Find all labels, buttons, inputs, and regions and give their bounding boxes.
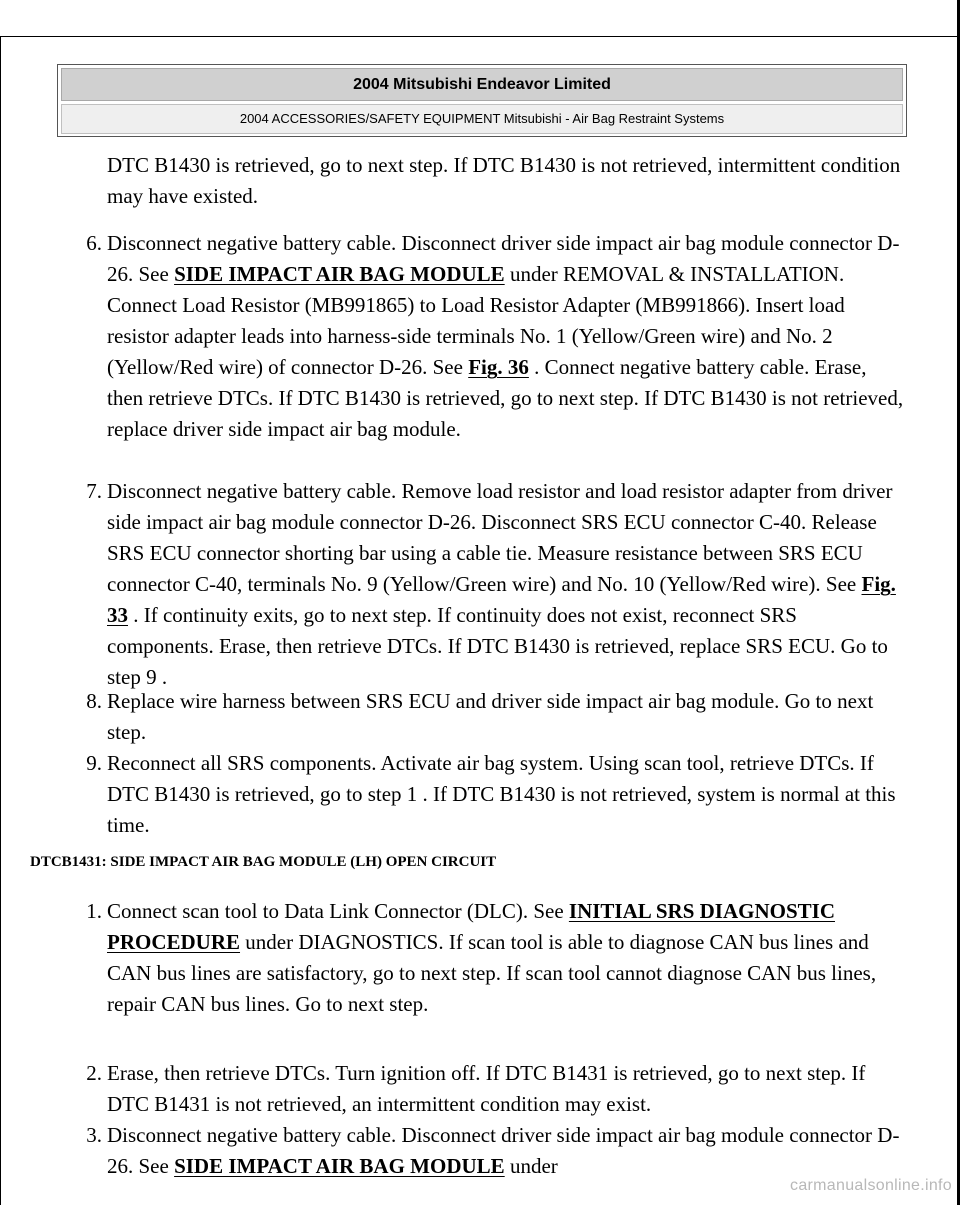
step-text: Connect scan tool to Data Link Connector (DLC). See INITIAL SRS DIAGNOSTIC PROCEDURE under DIAGNOSTICS. If scan tool is able to diagnose CAN bus lines and CAN bus lines are satisfactory, go to next step. If scan tool cannot diagnose CAN bus lines, repair CAN bus lines. Go to next step. — [107, 899, 877, 1016]
step-number: 2. — [86, 1061, 102, 1085]
step-text: Replace wire harness between SRS ECU and driver side impact air bag module. Go to next step. — [107, 689, 874, 744]
step-number: 8. — [86, 689, 102, 713]
continuation-paragraph: DTC B1430 is retrieved, go to next step. If DTC B1430 is not retrieved, intermittent condition may have existed. — [107, 153, 901, 208]
page-border-left — [0, 36, 1, 1205]
step-number: 9. — [86, 751, 102, 775]
step-text: Disconnect negative battery cable. Disconnect driver side impact air bag module connector D-26. See SIDE IMPACT AIR BAG MODULE under REMOVAL & INSTALLATION. Connect Load Resistor (MB991865) to Load Resistor Adapter (MB991866). Insert load resistor adapter leads into harness-side terminals No. 1 (Yellow/Green wire) and No. 2 (Yellow/Red wire) of connector D-26. See Fig. 36 . Connect negative battery cable. Erase, then retrieve DTCs. If DTC B1430 is retrieved, go to next step. If DTC B1430 is not retrieved, replace driver side impact air bag module. — [107, 231, 904, 441]
page-border-top — [0, 36, 960, 37]
header-title: 2004 Mitsubishi Endeavor Limited — [61, 68, 903, 101]
step-number: 7. — [86, 479, 102, 503]
link-fig-36[interactable]: Fig. 36 — [468, 355, 529, 379]
link-fig-33[interactable]: Fig. 33 — [107, 572, 896, 627]
link-initial-srs-diagnostic-procedure[interactable]: INITIAL SRS DIAGNOSTIC PROCEDURE — [107, 899, 835, 954]
document-header — [57, 64, 907, 137]
watermark: carmanualsonline.info — [790, 1177, 952, 1194]
link-side-impact-air-bag-module[interactable]: SIDE IMPACT AIR BAG MODULE — [174, 262, 505, 286]
step-number: 6. — [86, 231, 102, 255]
step-number: 1. — [86, 899, 102, 923]
step-number: 3. — [86, 1123, 102, 1147]
header-subtitle: 2004 ACCESSORIES/SAFETY EQUIPMENT Mitsubishi - Air Bag Restraint Systems — [61, 104, 903, 134]
link-side-impact-air-bag-module[interactable]: SIDE IMPACT AIR BAG MODULE — [174, 1154, 505, 1178]
step-text: Disconnect negative battery cable. Disconnect driver side impact air bag module connector D-26. See SIDE IMPACT AIR BAG MODULE under — [107, 1123, 900, 1178]
step-text: Erase, then retrieve DTCs. Turn ignition off. If DTC B1431 is retrieved, go to next step. If DTC B1431 is not retrieved, an intermittent condition may exist. — [107, 1061, 866, 1116]
step-text: Disconnect negative battery cable. Remove load resistor and load resistor adapter from driver side impact air bag module connector D-26. Disconnect SRS ECU connector C-40. Release SRS ECU connector shorting bar using a cable tie. Measure resistance between SRS ECU connector C-40, terminals No. 9 (Yellow/Green wire) and No. 10 (Yellow/Red wire). See Fig. 33 . If continuity exits, go to next step. If continuity does not exist, reconnect SRS components. Erase, then retrieve DTCs. If DTC B1430 is retrieved, replace SRS ECU. Go to step 9 . — [107, 479, 896, 689]
section-heading: DTCB1431: SIDE IMPACT AIR BAG MODULE (LH) OPEN CIRCUIT — [30, 854, 497, 870]
step-text: Reconnect all SRS components. Activate air bag system. Using scan tool, retrieve DTCs. If DTC B1430 is retrieved, go to step 1 . If DTC B1430 is not retrieved, system is normal at this time. — [107, 751, 896, 837]
